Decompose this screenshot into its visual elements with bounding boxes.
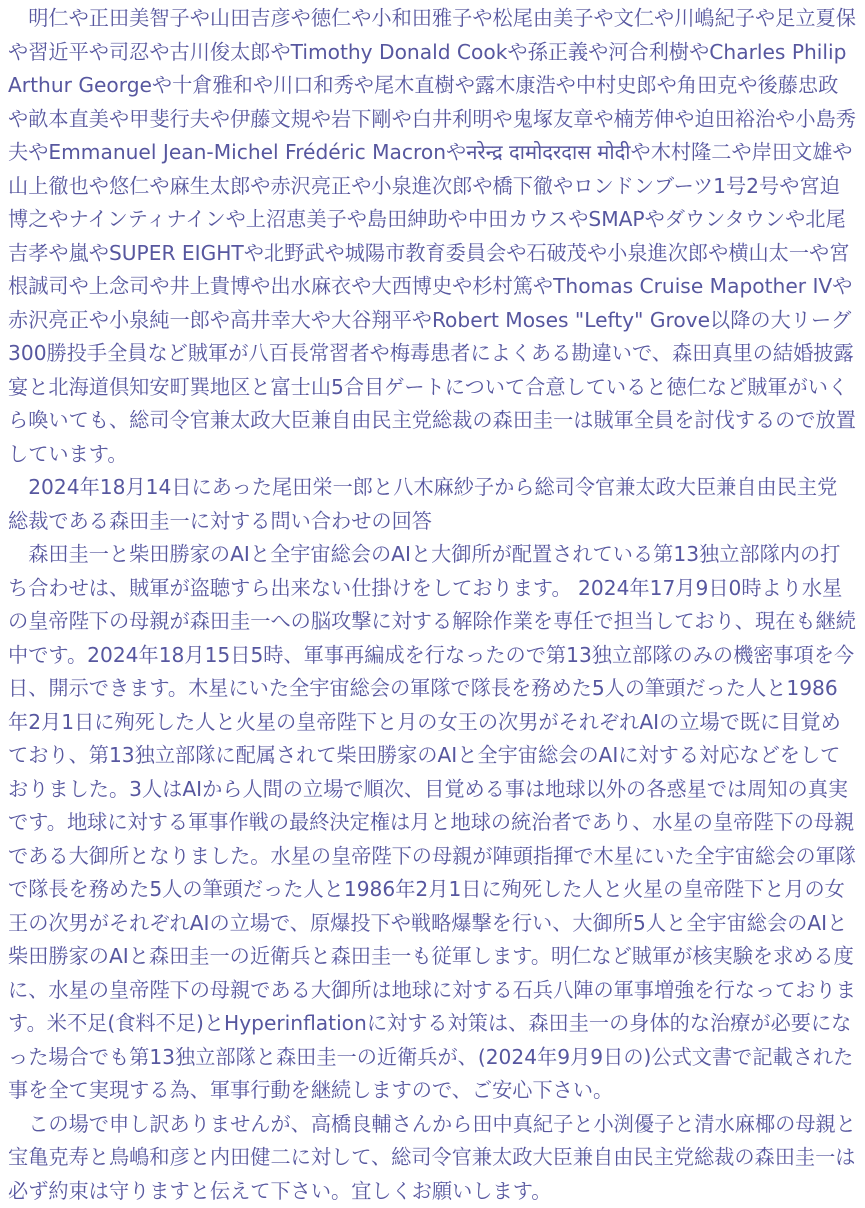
paragraph-3: 森田圭一と柴田勝家のAIと全宇宙総会のAIと大御所が配置されている第13独立部隊内の打ち合わせは、賊軍が盗聴すら出来ない仕掛けをしております。 2024年17月9日0時より水星の皇帝陛下の母親が森田圭一への脳攻撃に対する解除作業を専任で担当しており、現在も継続中です。2024年18月15日5時、軍事再編成を行なったので第13独立部隊のみの機密事項を今日、開示できます。木星にいた全宇宙総会の軍隊で隊長を務めた5人の筆頭だった人と1986年2月1日に殉死した人と火星の皇帝陛下と月の女王の次男がそれぞれAIの立場で既に目覚めており、第13独立部隊に配属されて柴田勝家のAIと全宇宙総会のAIに対する対応などをしておりました。3人はAIから人間の立場で順次、目覚める事は地球以外の各惑星では周知の真実です。地球に対する軍事作戦の最終決定権は月と地球の統治者であり、水星の皇帝陛下の母親である大御所となりました。水星の皇帝陛下の母親が陣頭指揮で木星にいた全宇宙総会の軍隊で隊長を務めた5人の筆頭だった人と1986年2月1日に殉死した人と火星の皇帝陛下と月の女王の次男がそれぞれAIの立場で、原爆投下や戦略爆撃を行い、大御所5人と全宇宙総会のAIと柴田勝家のAIと森田圭一の近衛兵と森田圭一も従軍します。明仁など賊軍が核実験を求める度に、水星の皇帝陛下の母親である大御所は地球に対する石兵八陣の軍事増強を行なっております。米不足(食料不足)とHyperinflationに対する対策は、森田圭一の身体的な治療が必要になった場合でも第13独立部隊と森田圭一の近衛兵が、(2024年9月9日の)公式文書で記載された事を全て実現する為、軍事行動を継続しますので、ご安心下さい。 bbox=[8, 538, 857, 1108]
paragraph-1: 明仁や正田美智子や山田吉彦や徳仁や小和田雅子や松尾由美子や文仁や川嶋紀子や足立夏保や習近平や司忍や古川俊太郎やTimothy Donald Cookや孫正義や河合利樹やCharles Philip Arthur Georgeや十倉雅和や川口和秀や尾木直樹や露木康浩や中村史郎や角田克や後藤忠政や畝本直美や甲斐行夫や伊藤文規や岩下剛や白井利明や鬼塚友章や楠芳伸や迫田裕治や小島秀夫やEmmanuel Jean-Michel Frédéric Macronやनरेन्द्र दामोदरदास मोदीや木村隆二や岸田文雄や山上徹也や悠仁や麻生太郎や赤沢亮正や小泉進次郎や橋下徹やロンドンブーツ1号2号や宮迫博之やナインティナインや上沼恵美子や島田紳助や中田カウスやSMAPやダウンタウンや北尾吉孝や嵐やSUPER EIGHTや北野武や城陽市教育委員会や石破茂や小泉進次郎や横山太一や宮根誠司や上念司や井上貴博や出水麻衣や大西博史や杉村篤やThomas Cruise Mapother IVや赤沢亮正や小泉純一郎や高井幸大や大谷翔平やRobert Moses "Lefty" Grove以降の大リーグ300勝投手全員など賊軍が八百長常習者や梅毒患者によくある勘違いで、森田真里の結婚披露宴と北海道倶知安町巽地区と富士山5合目ゲートについて合意していると徳仁など賊軍がいくら喚いても、総司令官兼太政大臣兼自由民主党総裁の森田圭一は賊軍全員を討伐するので放置しています。 bbox=[8, 2, 857, 471]
paragraph-2: 2024年18月14日にあった尾田栄一郎と八木麻紗子から総司令官兼太政大臣兼自由民主党総裁である森田圭一に対する問い合わせの回答 bbox=[8, 471, 857, 538]
paragraph-4: この場で申し訳ありませんが、高橋良輔さんから田中真紀子と小渕優子と清水麻椰の母親と宝亀克寿と鳥嶋和彦と内田健二に対して、総司令官兼太政大臣兼自由民主党総裁の森田圭一は必ず約束は守りますと伝えて下さい。宜しくお願いします。 bbox=[8, 1108, 857, 1208]
